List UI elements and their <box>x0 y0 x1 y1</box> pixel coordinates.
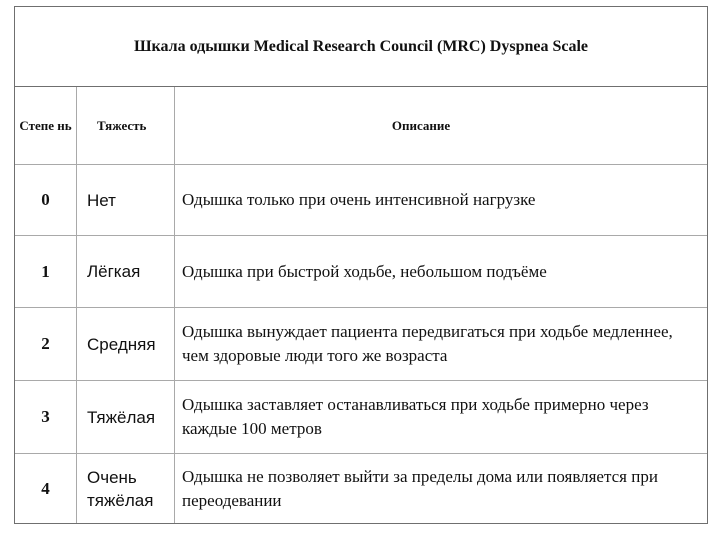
description-cell: Одышка при быстрой ходьбе, небольшом подъёме <box>182 261 547 281</box>
description-cell: Одышка только при очень интенсивной нагрузке <box>182 190 536 209</box>
description-cell: Одышка вынуждает пациента передвигаться при ходьбе медленнее, чем здоровые люди того же возраста <box>182 322 673 365</box>
grade-cell: 4 <box>15 454 77 523</box>
severity-cell: Тяжёлая <box>77 381 175 453</box>
header-grade: Степе нь <box>15 87 77 164</box>
table-title: Шкала одышки Medical Research Council (MRC) Dyspnea Scale <box>15 7 707 87</box>
severity-cell: Нет <box>77 165 175 235</box>
grade-cell: 1 <box>15 236 77 307</box>
severity-cell: Лёгкая <box>77 236 175 307</box>
grade-cell: 3 <box>15 381 77 453</box>
header-description: Описание <box>391 117 451 133</box>
description-cell: Одышка не позволяет выйти за пределы дома или появляется при переодевании <box>182 466 658 510</box>
grade-cell: 0 <box>15 165 77 235</box>
header-severity: Тяжесть <box>77 87 175 164</box>
mrc-dyspnea-table <box>14 6 708 524</box>
severity-cell: Средняя <box>77 308 175 380</box>
severity-cell: Очень тяжёлая <box>77 454 175 523</box>
table-header-row <box>15 87 707 165</box>
table-row <box>15 236 707 308</box>
table-row <box>15 308 707 381</box>
table-row <box>15 165 707 236</box>
table-row <box>15 381 707 454</box>
table-row <box>15 454 707 523</box>
grade-cell: 2 <box>15 308 77 380</box>
description-cell: Одышка заставляет останавливаться при ходьбе примерно через каждые 100 метров <box>182 395 649 438</box>
